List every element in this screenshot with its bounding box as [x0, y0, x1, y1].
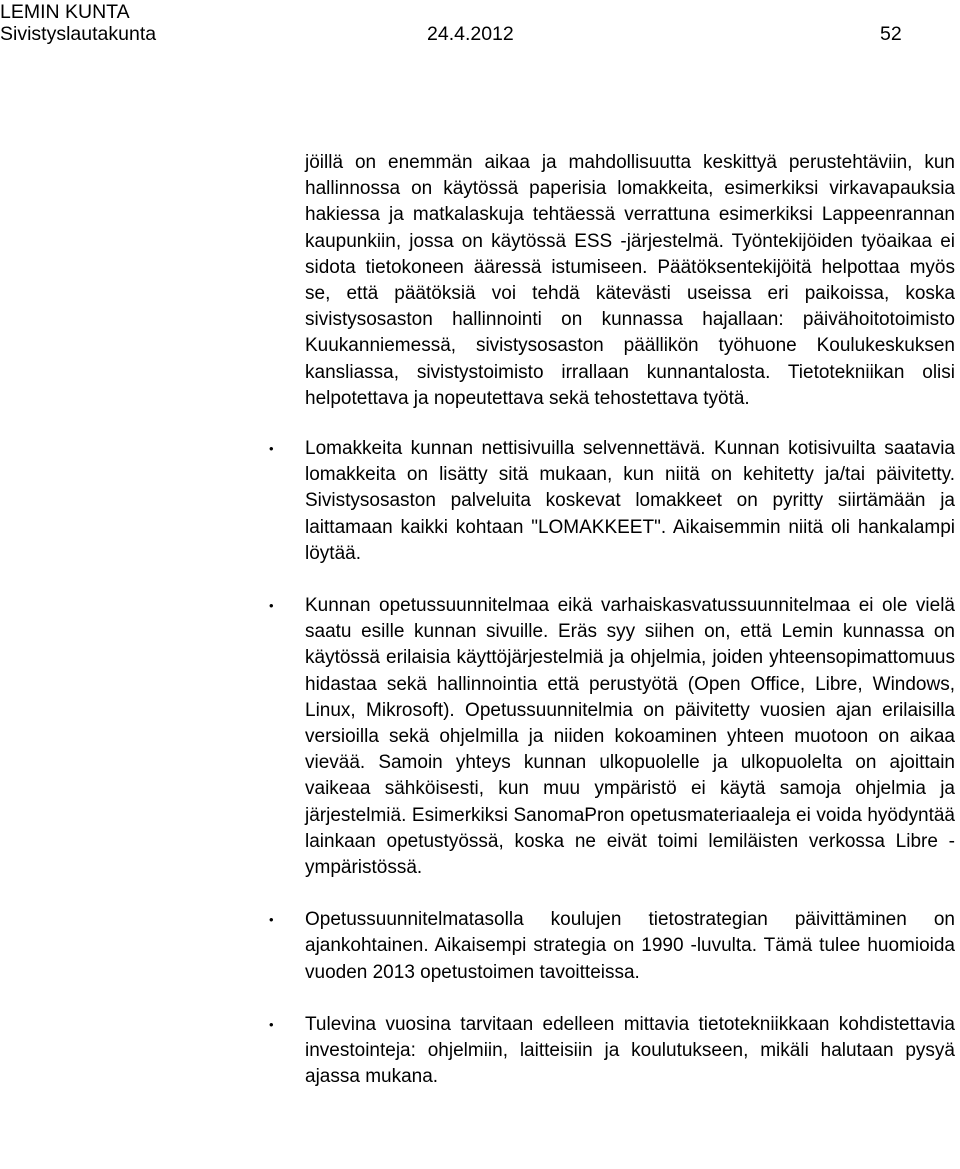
organization-name: LEMIN KUNTA: [0, 1, 130, 23]
bullet-item-strategy: [269, 907, 955, 986]
department-name: Sivistyslautakunta: [0, 23, 157, 45]
bullet-marker: •: [269, 441, 274, 457]
page-header: [0, 0, 960, 60]
bullet-item-investments: [269, 1012, 955, 1091]
bullet-text: Tulevina vuosina tarvitaan edelleen mittavia tietotekniikkaan kohdistettavia investointeja: ohjelmiin, laitteisiin ja koulutukseen, mikäli halutaan pysyä ajassa mukana.: [305, 1013, 955, 1088]
intro-paragraph: jöillä on enemmän aikaa ja mahdollisuutta keskittyä perustehtäviin, kun hallinnossa on käytössä paperisia lomakkeita, esimerkiksi virkavapauksia hakiessa ja matkalaskuja tehtäessä verrattuna esimerkiksi Lappeenrannan kaupunkiin, jossa on käytössä ESS -järjestelmä. Työntekijöiden työaikaa ei sidota tietokoneen ääressä istumiseen. Päätöksentekijöitä helpottaa myös se, että päätöksiä voi tehdä kätevästi useissa eri paikoissa, koska sivistysosaston hallinnointi on kunnassa hajallaan: päivähoitotoimisto Kuukanniemessä, sivistysosaston päällikön työhuone Koulukeskuksen kansliassa, sivistystoimisto irrallaan kunnantalosta. Tietotekniikan olisi helpotettava ja nopeutettava sekä tehostettava työtä.: [305, 152, 955, 409]
bullet-item-forms: [269, 436, 955, 567]
bullet-marker: •: [269, 1016, 274, 1032]
document-body: [269, 150, 955, 1091]
bullet-text: Opetussuunnitelmatasolla koulujen tietostrategian päivittäminen on ajankohtainen. Aikaisempi strategia on 1990 -luvulta. Tämä tulee huomioida vuoden 2013 opetustoimen tavoitteissa.: [305, 909, 955, 983]
bullet-list: [269, 436, 955, 1090]
page-number: 52: [880, 23, 902, 45]
bullet-marker: •: [269, 598, 274, 614]
document-date: 24.4.2012: [427, 23, 514, 45]
bullet-item-curriculum: [269, 593, 955, 881]
bullet-text: Lomakkeita kunnan nettisivuilla selvennettävä. Kunnan kotisivuilta saatavia lomakkeita on lisätty sitä mukaan, kun niitä on kehitetty ja/tai päivitetty. Sivistysosaston palveluita koskevat lomakkeet on pyritty siirtämään ja laittamaan kaikki kohtaan "LOMAKKEET". Aikaisemmin niitä oli hankalampi löytää.: [305, 438, 955, 564]
bullet-text: Kunnan opetussuunnitelmaa eikä varhaiskasvatussuunnitelmaa ei ole vielä saatu esille kunnan sivuille. Eräs syy siihen on, että Lemin kunnassa on käytössä erilaisia käyttöjärjestelmiä ja ohjelmia, joiden yhteensopimattomuus hidastaa sekä hallinnointia että perustyötä (Open Office, Libre, Windows, Linux, Mikrosoft). Opetussuunnitelmia on päivitetty vuosien ajan erilaisilla versioilla sekä ohjelmilla ja niiden kokoaminen yhteen muotoon on aikaa vievää. Samoin yhteys kunnan ulkopuolelle ja ulkopuolelta on ajoittain vaikeaa sähköisesti, kun muu ympäristö ei käytä samoja ohjelmia ja järjestelmiä. Esimerkiksi SanomaPron opetusmateriaaleja ei voida hyödyntää lainkaan opetustyössä, koska ne eivät toimi lemiläisten verkossa Libre -ympäristössä.: [305, 595, 955, 879]
bullet-marker: •: [269, 912, 274, 928]
